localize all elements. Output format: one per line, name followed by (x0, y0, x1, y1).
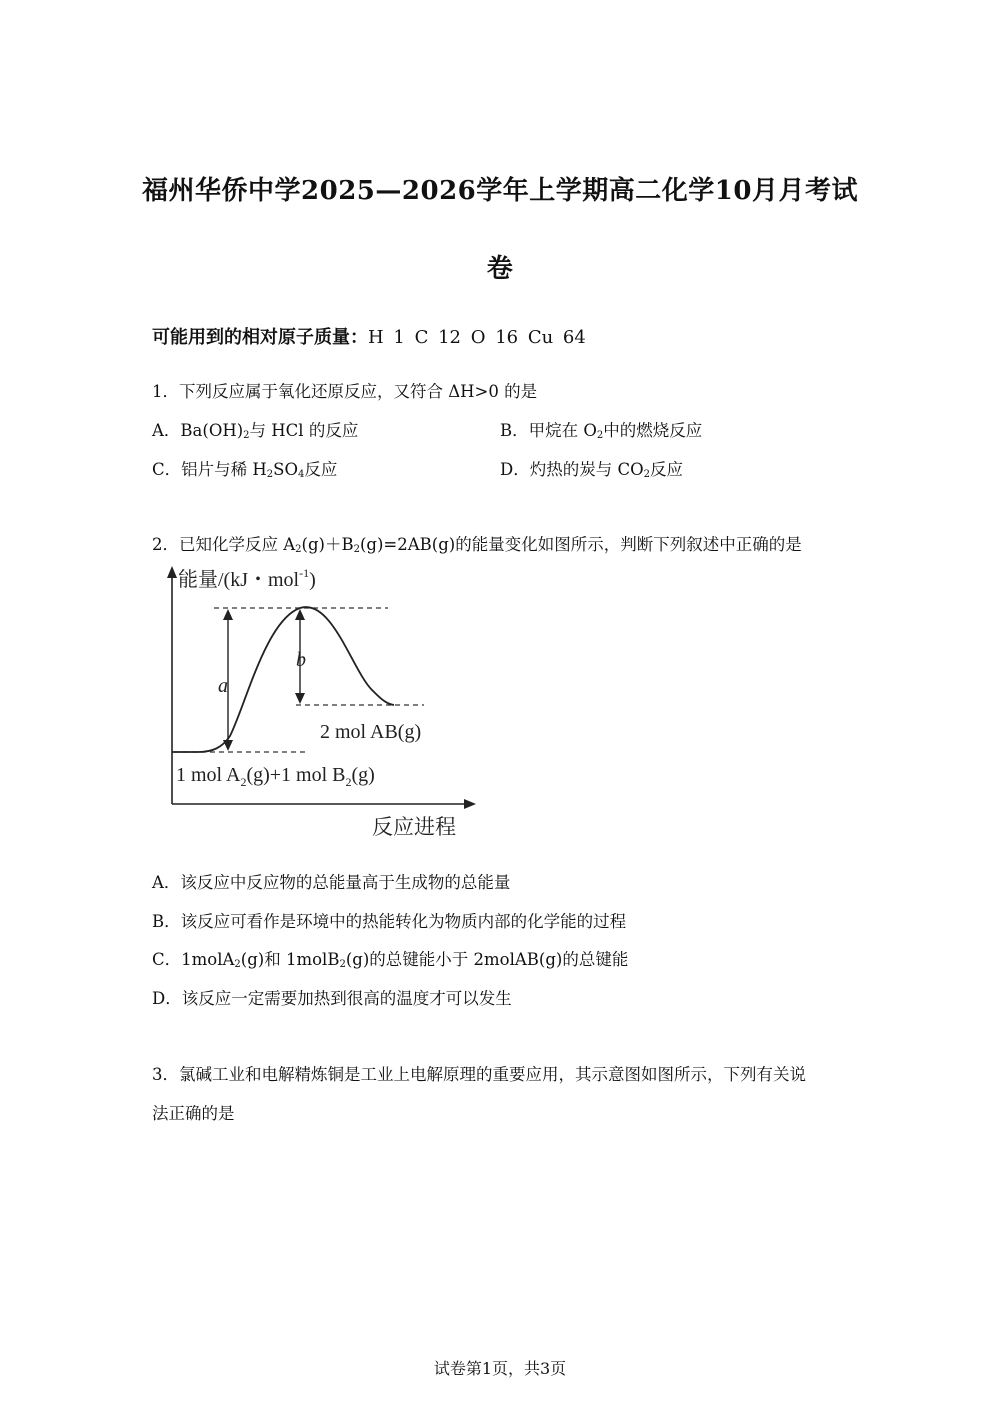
label-a: a (218, 675, 228, 697)
page-title: 福州华侨中学2025—2026学年上学期高二化学10月月考试 (142, 176, 858, 206)
arrow-a-down-icon (223, 740, 233, 751)
q1-option-a: A．$Ba(OH)_2$与 HCl 的反应 (152, 421, 359, 441)
q2-option-b: B．该反应可看作是环境中的热能转化为物质内部的化学能的过程 (152, 912, 627, 931)
q2-option-a: A．该反应中反应物的总能量高于生成物的总能量 (152, 873, 511, 892)
y-axis-arrow-icon (167, 566, 177, 578)
product-label: 2 mol AB(g) (320, 721, 422, 743)
q2-stem: 2．已知化学反应 $A_2(g)+B_2(g)=2AB(g)$的能量变化如图所示，判断下列叙述中正确的是 (152, 535, 802, 555)
q3-stem-line2: 法正确的是 (152, 1104, 235, 1123)
q1-option-c: C．铝片与稀 $H_2SO_4$反应 (152, 460, 338, 480)
q1-option-d: D．灼热的炭与 $CO_2$反应 (500, 460, 684, 480)
atomic-mass-values: H 1 C 12 O 16 Cu 64 (368, 327, 586, 348)
arrow-b-down-icon (295, 693, 305, 704)
page-title-continued: 卷 (486, 254, 514, 284)
q2-option-d: D．该反应一定需要加热到很高的温度才可以发生 (152, 989, 512, 1008)
q1-stem: 1．下列反应属于氧化还原反应，又符合 ΔH>0 的是 (152, 382, 538, 401)
x-axis-label: 反应进程 (372, 815, 456, 839)
q2-option-c: C．1molA$_2$(g)和 1molB$_2$(g)的总键能小于 2molAB(g)的总键能 (152, 950, 629, 970)
energy-diagram (150, 558, 490, 848)
atomic-mass-label: 可能用到的相对原子质量： (152, 327, 368, 348)
x-axis-arrow-icon (464, 799, 476, 809)
reactant-label: 1 mol $A_2(g)+1$ mol $B_2(g)$ (176, 764, 375, 789)
y-axis-label: 能量/(kJ・mol$^{-1}$) (178, 566, 316, 591)
arrow-b-up-icon (295, 609, 305, 620)
atomic-mass-line (152, 323, 586, 349)
q3-stem-line1: 3．氯碱工业和电解精炼铜是工业上电解原理的重要应用，其示意图如图所示，下列有关说 (152, 1065, 806, 1084)
label-b: b (296, 649, 306, 671)
q1-option-b: B．甲烷在 $O_2$中的燃烧反应 (500, 421, 703, 441)
arrow-a-up-icon (223, 609, 233, 620)
page-footer: 试卷第1页，共3页 (433, 1359, 567, 1378)
